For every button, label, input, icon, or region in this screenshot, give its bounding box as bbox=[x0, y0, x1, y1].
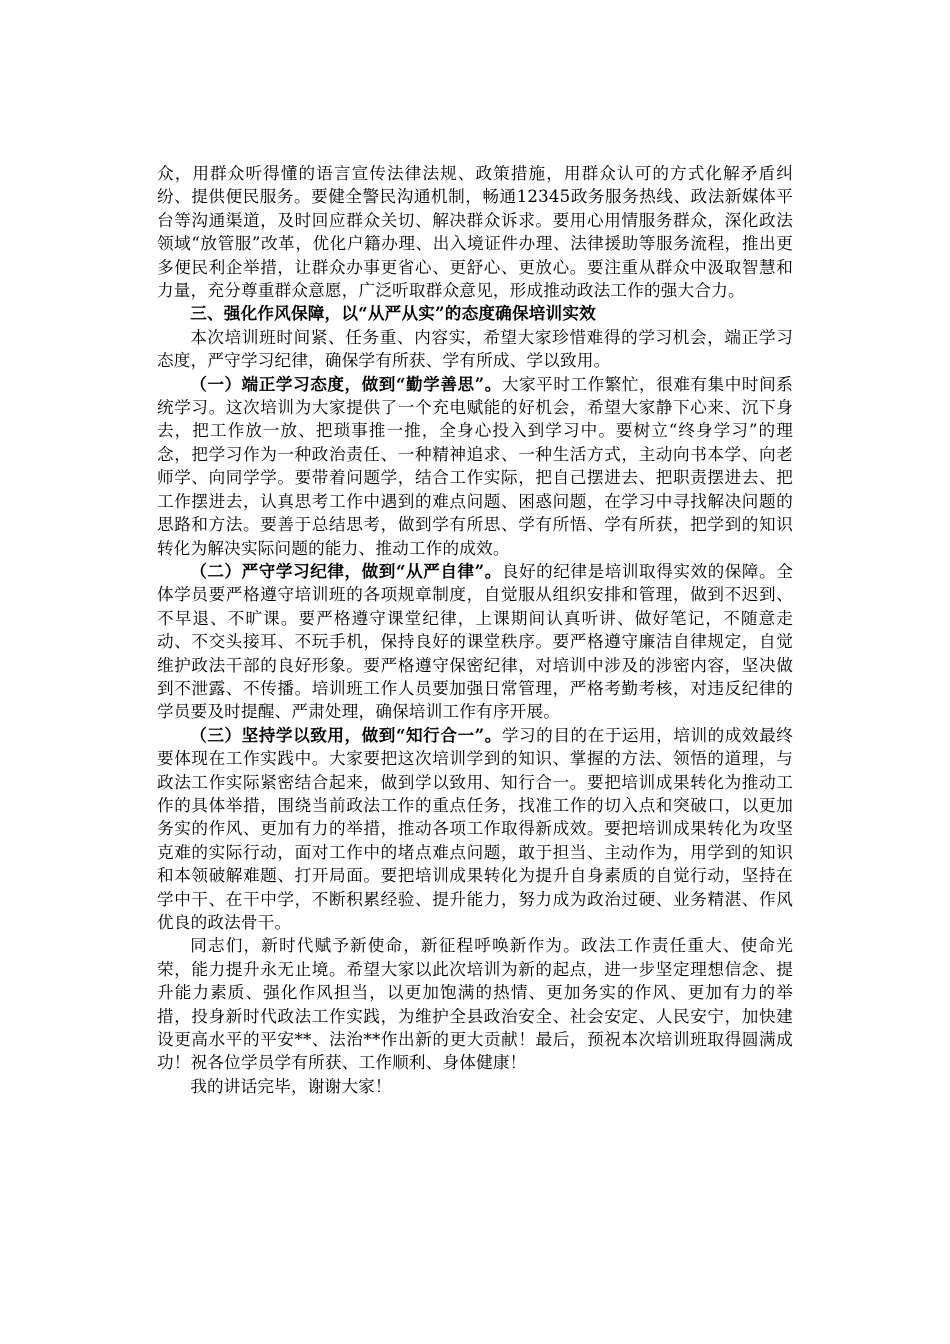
subsection-heading: （三）坚持学以致用，做到“知行合一”。 bbox=[190, 724, 502, 745]
paragraph-intro bbox=[157, 326, 793, 373]
paragraph-final bbox=[157, 1075, 793, 1098]
paragraph-text: 众，用群众听得懂的语言宣传法律法规、政策措施，用群众认可的方式化解矛盾纠纷、提供便民服务。要健全警民沟通机制，畅通12345政务服务热线、政法新媒体平台等沟通渠道，及时回应群众关切、解决群众诉求。要用心用情服务群众，深化政法领域“放管服”改革，优化户籍办理、出入境证件办理、法律援助等服务流程，推出更多便民利企举措，让群众办事更省心、更舒心、更放心。要注重从群众中汲取智慧和力量，充分尊重群众意愿，广泛听取群众意见，形成推动政法工作的强大合力。 bbox=[157, 164, 793, 301]
paragraph-text: 学习的目的在于运用，培训的成效最终要体现在工作实践中。大家要把这次培训学到的知识、掌握的方法、领悟的道理，与政法工作实际紧密结合起来，做到学以致用、知行合一。要把培训成果转化为推动工作的具体举措，围绕当前政法工作的重点任务，找准工作的切入点和突破口，以更加务实的作风、更加有力的举措，推动各项工作取得新成效。要把培训成果转化为攻坚克难的实际行动，面对工作中的堵点难点问题，敢于担当、主动作为，用学到的知识和本领破解难题、打开局面。要把培训成果转化为提升自身素质的自觉行动，坚持在学中干、在干中学，不断积累经验、提升能力，努力成为政治过硬、业务精湛、作风优良的政法骨干。 bbox=[157, 725, 794, 932]
paragraph-text: 同志们，新时代赋予新使命，新征程呼唤新作为。政法工作责任重大、使命光荣，能力提升永无止境。希望大家以此次培训为新的起点，进一步坚定理想信念、提升能力素质、强化作风担当，以更加饱满的热情、更加务实的作风、更加有力的举措，投身新时代政法工作实践，为维护全县政治安全、社会安定、人民安宁，加快建设更高水平的平安**、法治**作出新的更大贡献！最后，预祝本次培训班取得圆满成功！祝各位学员学有所获、工作顺利、身体健康！ bbox=[157, 936, 793, 1073]
paragraph-text: 大家平时工作繁忙，很难有集中时间系统学习。这次培训为大家提供了一个充电赋能的好机会，希望大家静下心来、沉下身去，把工作放一放、把琐事推一推，全身心投入到学习中。要树立“终身学习”的理念，把学习作为一种政治责任、一种精神追求、一种生活方式，主动向书本学、向老师学、向同学学。要带着问题学，结合工作实际，把自己摆进去、把职责摆进去、把工作摆进去，认真思考工作中遇到的难点问题、困惑问题，在学习中寻找解决问题的思路和方法。要善于总结思考，做到学有所思、学有所悟、学有所获，把学到的知识转化为解决实际问题的能力、推动工作的成效。 bbox=[157, 374, 794, 558]
paragraph-closing bbox=[157, 934, 793, 1074]
paragraph-continuation bbox=[157, 162, 793, 302]
paragraph-text: 良好的纪律是培训取得实效的保障。全体学员要严格遵守培训班的各项规章制度，自觉服从组织安排和管理，做到不迟到、不早退、不旷课。要严格遵守课堂纪律，上课期间认真听讲、做好笔记，不随意走动、不交头接耳、不玩手机，保持良好的课堂秩序。要严格遵守廉洁自律规定，自觉维护政法干部的良好形象。要严格遵守保密纪律，对培训中涉及的涉密内容，坚决做到不泄露、不传播。培训班工作人员要加强日常管理，严格考勤考核，对违反纪律的学员要及时提醒、严肃处理，确保培训工作有序开展。 bbox=[157, 561, 794, 722]
paragraph-text: 本次培训班时间紧、任务重、内容实，希望大家珍惜难得的学习机会，端正学习态度，严守学习纪律，确保学有所获、学有所成、学以致用。 bbox=[157, 327, 793, 371]
subsection-heading: （一）端正学习态度，做到“勤学善思”。 bbox=[190, 373, 502, 394]
paragraph-subsection-1 bbox=[157, 373, 793, 560]
paragraph-subsection-2 bbox=[157, 560, 793, 724]
section-heading-3 bbox=[157, 302, 793, 325]
section-heading-text: 三、强化作风保障，以“从严从实”的态度确保培训实效 bbox=[190, 303, 596, 324]
document-body bbox=[157, 162, 793, 1098]
subsection-heading: （二）严守学习纪律，做到“从严自律”。 bbox=[190, 560, 502, 581]
paragraph-subsection-3 bbox=[157, 724, 793, 935]
paragraph-text: 我的讲话完毕，谢谢大家！ bbox=[190, 1076, 392, 1096]
